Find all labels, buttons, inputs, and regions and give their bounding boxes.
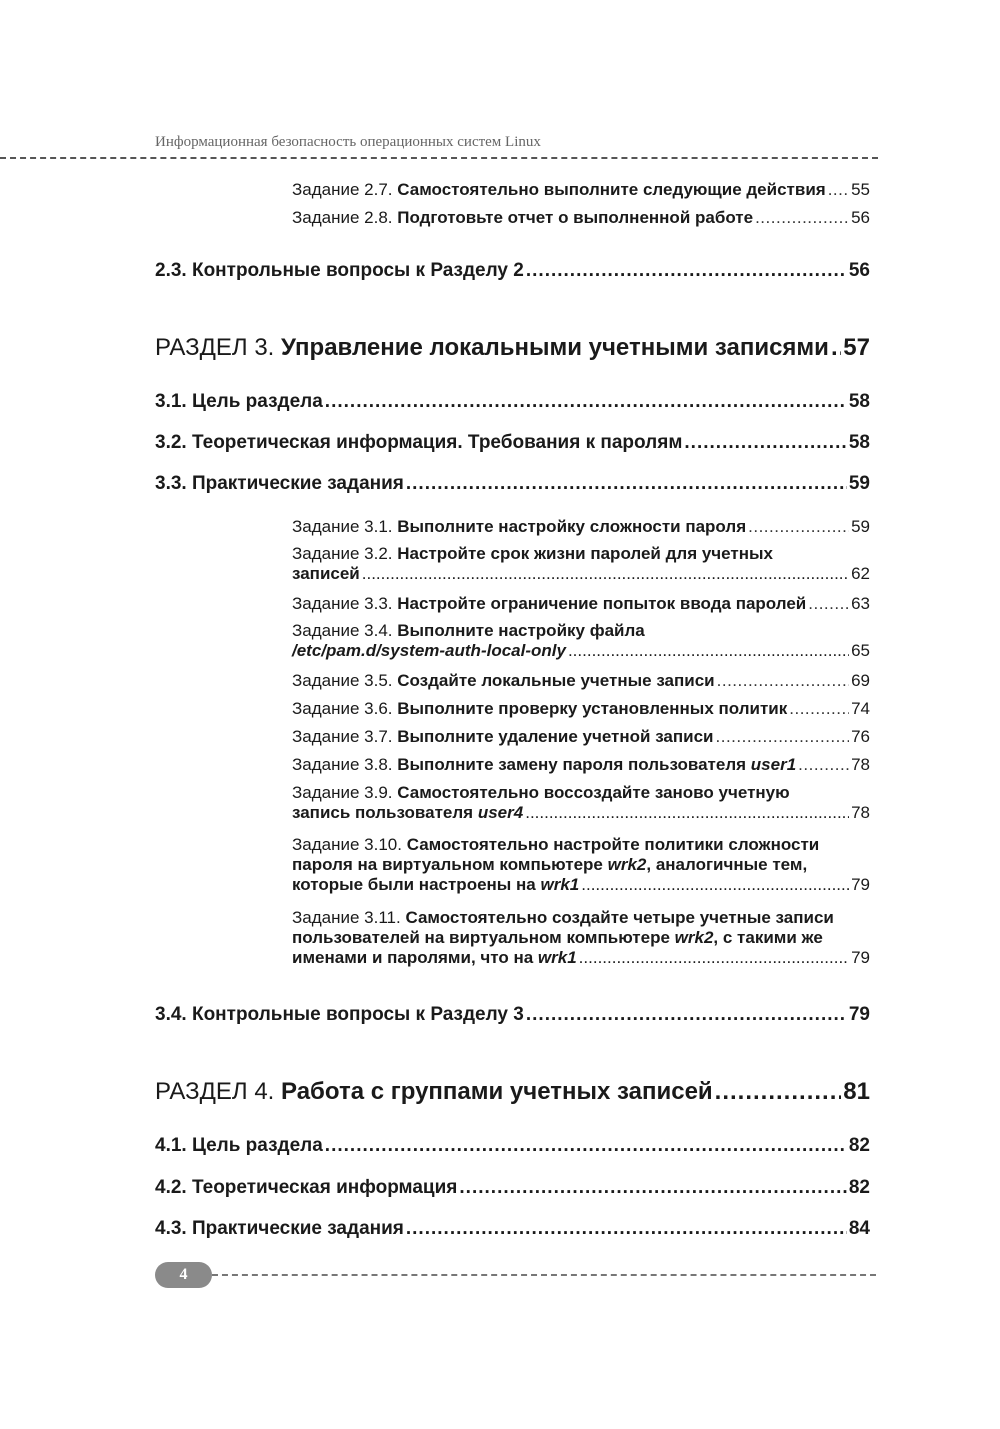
task-title: Самостоятельно выполните следующие действия [397,180,826,199]
task-number: Задание 2.8. [292,208,393,227]
leader-dots [581,875,849,895]
toc-entry-sec-3-1[interactable] [155,391,870,413]
leader-dots [755,208,849,228]
leader-dots [715,1078,842,1106]
leader-dots [568,641,849,661]
page-ref: 78 [851,755,870,774]
task-title-username: user1 [750,755,797,774]
leader-dots [798,755,849,775]
toc-entry-task-2-8[interactable] [292,208,870,228]
toc-entry-sec-4-2[interactable] [155,1177,870,1199]
toc-entry-chapter-3[interactable] [155,334,870,362]
leader-dots [717,671,849,691]
task-title: Выполните проверку установленных политик [397,699,788,718]
task-number: Задание 3.3. [292,594,393,613]
leader-dots [579,948,849,968]
leader-dots [325,391,847,413]
toc-entry-task-3-5[interactable] [292,671,870,691]
leader-dots [828,180,849,200]
task-title-line1: Самостоятельно создайте четыре учетные записи [405,908,834,927]
task-title-line1: Самостоятельно настройте политики сложности [406,835,820,854]
leader-dots [808,594,849,614]
section-title: 4.2. Теоретическая информация [155,1177,458,1198]
chapter-title: Работа с группами учетных записей [281,1078,713,1105]
toc-entry-sec-4-1[interactable] [155,1135,870,1157]
section-title: 3.2. Теоретическая информация. Требования к паролям [155,432,683,453]
task-title: Настройте ограничение попыток ввода паролей [397,594,807,613]
page-ref: 65 [851,641,870,660]
leader-dots [459,1177,846,1199]
page-ref: 58 [848,432,870,453]
toc-entry-task-3-8[interactable] [292,755,870,775]
page-ref: 84 [848,1218,870,1239]
footer-divider [212,1274,876,1276]
page-ref: 55 [851,180,870,199]
task-title-line2: /etc/pam.d/system-auth-local-only [292,641,566,660]
task-title-username: user4 [477,803,524,822]
page-ref: 79 [851,948,870,967]
task-title-line2: пароля на виртуальном компьютере [292,855,603,874]
page-ref: 56 [848,260,870,281]
page-ref: 56 [851,208,870,227]
page-number-badge: 4 [155,1262,212,1288]
task-title: Подготовьте отчет о выполненной работе [397,208,754,227]
task-number: Задание 3.6. [292,699,393,718]
page-ref: 59 [851,517,870,536]
task-title-host: wrk1 [537,948,577,967]
task-number: Задание 3.8. [292,755,393,774]
task-title-host: wrk2 [607,855,647,874]
task-title-line1: Выполните настройку файла [397,621,645,640]
task-title-line1: Настройте срок жизни паролей для учетных [397,544,773,563]
leader-dots [526,260,847,282]
leader-dots [525,803,849,823]
task-number: Задание 3.1. [292,517,393,536]
task-title: Создайте локальные учетные записи [397,671,715,690]
page-ref: 69 [851,671,870,690]
page-ref: 58 [848,391,870,412]
leader-dots [684,432,846,454]
toc-entry-sec-3-2[interactable] [155,432,870,454]
page-ref: 76 [851,727,870,746]
task-title-line2-end: , с такими же [713,928,823,947]
task-title: Выполните удаление учетной записи [397,727,714,746]
task-title-line2: пользователей на виртуальном компьютере [292,928,670,947]
leader-dots [406,473,847,495]
toc-entry-task-3-2[interactable] [292,544,870,584]
task-number: Задание 2.7. [292,180,393,199]
page-ref: 78 [851,803,870,822]
header-divider [0,157,878,159]
page-ref: 82 [848,1177,870,1198]
task-title: Выполните настройку сложности пароля [397,517,747,536]
section-title: 4.1. Цель раздела [155,1135,323,1156]
toc-entry-task-2-7[interactable] [292,180,870,200]
toc-entry-sec-4-3[interactable] [155,1218,870,1240]
toc-entry-sec-3-3[interactable] [155,473,870,495]
leader-dots [406,1218,847,1240]
task-title-host: wrk1 [540,875,580,894]
section-title: 3.1. Цель раздела [155,391,323,412]
task-title-line2-end: , аналогичные тем, [646,855,808,874]
leader-dots [789,699,849,719]
toc-entry-sec-3-4[interactable] [155,1004,870,1026]
task-title: Выполните замену пароля пользователя [397,755,747,774]
task-title-line2: запись пользователя [292,803,474,822]
task-number: Задание 3.5. [292,671,393,690]
page-ref: 79 [848,1004,870,1025]
section-title: 3.4. Контрольные вопросы к Разделу 3 [155,1004,524,1025]
toc-entry-task-3-9[interactable] [292,783,870,823]
task-number: Задание 3.4. [292,621,393,640]
toc-entry-sec-2-3[interactable] [155,260,870,282]
chapter-title: Управление локальными учетными записями [281,334,829,361]
page-ref: 63 [851,594,870,613]
running-header: Информационная безопасность операционных систем Linux [155,134,541,150]
section-title: 4.3. Практические задания [155,1218,404,1239]
leader-dots [526,1004,847,1026]
task-number: Задание 3.11. [292,908,401,927]
toc-entry-task-3-3[interactable] [292,594,870,614]
task-number: Задание 3.10. [292,835,402,854]
task-title-line3: именами и паролями, что на [292,948,534,967]
leader-dots [716,727,850,747]
page-ref: 74 [851,699,870,718]
toc-entry-task-3-6[interactable] [292,699,870,719]
leader-dots [748,517,849,537]
task-title-host: wrk2 [674,928,714,947]
leader-dots [325,1135,847,1157]
leader-dots [831,334,841,362]
chapter-number: РАЗДЕЛ 3. [155,334,275,361]
toc-entry-task-3-7[interactable] [292,727,870,747]
task-number: Задание 3.7. [292,727,393,746]
task-number: Задание 3.2. [292,544,393,563]
page-ref: 57 [843,334,870,361]
page-ref: 79 [851,875,870,894]
task-title-line1: Самостоятельно воссоздайте заново учетную [397,783,790,802]
section-title: 2.3. Контрольные вопросы к Разделу 2 [155,260,524,281]
page-ref: 62 [851,564,870,583]
page-ref: 59 [848,473,870,494]
page-ref: 81 [843,1078,870,1105]
toc-entry-task-3-11[interactable] [292,908,870,968]
chapter-number: РАЗДЕЛ 4. [155,1078,275,1105]
toc-entry-task-3-10[interactable] [292,835,870,895]
leader-dots [362,564,849,584]
toc-entry-chapter-4[interactable] [155,1078,870,1106]
task-title-line2: записей [292,564,360,583]
section-title: 3.3. Практические задания [155,473,404,494]
toc-entry-task-3-1[interactable] [292,517,870,537]
task-number: Задание 3.9. [292,783,393,802]
toc-entry-task-3-4[interactable] [292,621,870,661]
page-ref: 82 [848,1135,870,1156]
task-title-line3: которые были настроены на [292,875,536,894]
